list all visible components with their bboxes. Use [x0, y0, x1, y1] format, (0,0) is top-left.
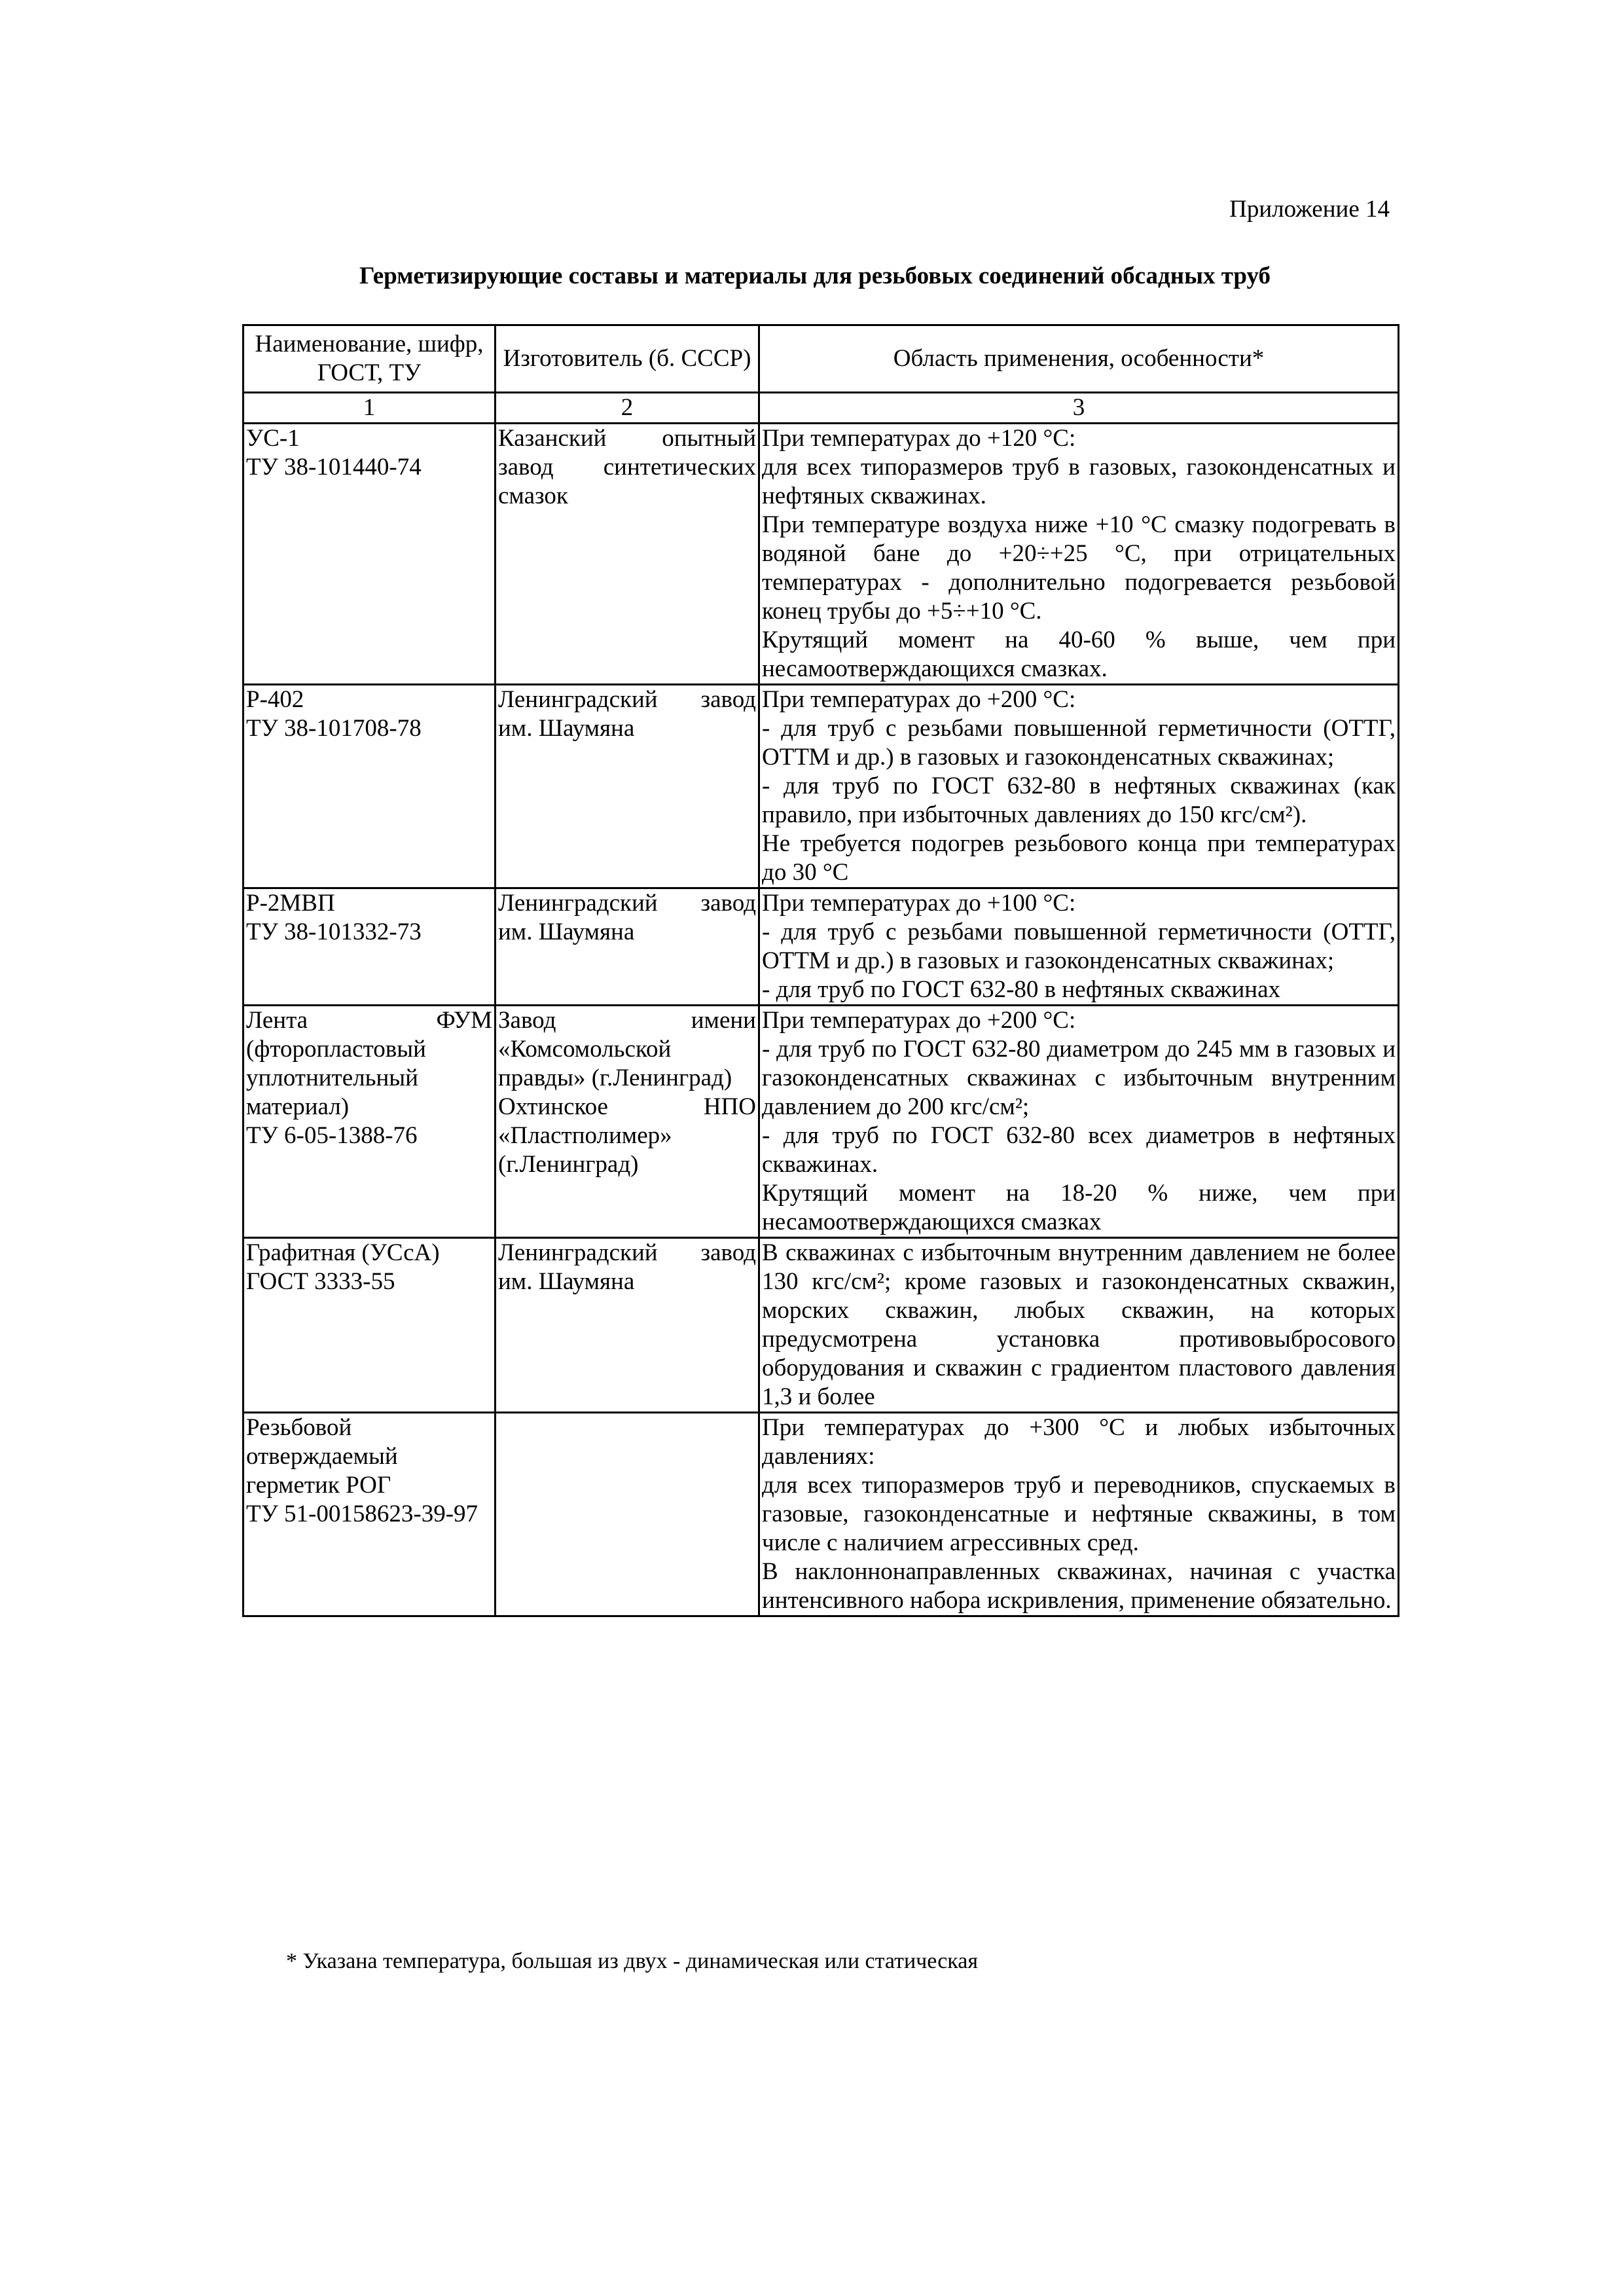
maker-line: Ленинградский завод им. Шаумяна	[498, 686, 756, 742]
usage-line: - для труб по ГОСТ 632-80 диаметром до 245 мм в газовых и газоконденсатных скважинах с избыточным внутренним давлением до 200 кгс/см²;	[762, 1036, 1396, 1120]
cell-name	[244, 1006, 496, 1238]
maker-line: Завод имени «Комсомольской правды» (г.Ленинград)	[498, 1007, 756, 1091]
cell-maker	[496, 1238, 759, 1413]
usage-line: - для труб по ГОСТ 632-80 всех диаметров в нефтяных скважинах.	[762, 1122, 1396, 1178]
column-number: 3	[759, 393, 1399, 424]
usage-line: При температурах до +200 °С:	[762, 1007, 1076, 1034]
cell-maker	[496, 1006, 759, 1238]
header-name: Наименование, шифр, ГОСТ, ТУ	[244, 325, 496, 393]
table-row	[244, 424, 1399, 685]
column-numbers-row	[244, 393, 1399, 424]
column-number: 2	[496, 393, 759, 424]
name-line: УС-1	[246, 425, 300, 452]
name-line: Р-2МВП	[246, 890, 335, 917]
cell-maker	[496, 888, 759, 1006]
header-usage: Область применения, особенности*	[759, 325, 1399, 393]
cell-name	[244, 1413, 496, 1616]
table-row	[244, 888, 1399, 1006]
usage-line: Крутящий момент на 40-60 % выше, чем при несамоотверждающихся смазках.	[762, 627, 1396, 682]
usage-line: При температуре воздуха ниже +10 °С смазку подогревать в водяной бане до +20÷+25 °С, при отрицательных температурах - дополнительно подогревается резьбовой конец трубы до +5÷+10 °С.	[762, 511, 1396, 625]
cell-usage	[759, 424, 1399, 685]
table-header-row	[244, 325, 1399, 393]
cell-usage	[759, 685, 1399, 888]
maker-line: Ленинградский завод им. Шаумяна	[498, 890, 756, 945]
table-row	[244, 1006, 1399, 1238]
usage-line: - для труб с резьбами повышенной герметичности (ОТТГ, ОТТМ и др.) в газовых и газоконденсатных скважинах;	[762, 715, 1396, 771]
maker-line: Охтинское НПО «Пластполимер» (г.Ленинград)	[498, 1093, 756, 1178]
maker-line: Казанский опытный завод синтетических смазок	[498, 425, 756, 509]
name-line: ТУ 6-05-1388-76	[246, 1122, 418, 1149]
header-maker: Изготовитель (б. СССР)	[496, 325, 759, 393]
name-line: ТУ 38-101440-74	[246, 454, 422, 481]
usage-line: При температурах до +300 °С и любых избыточных давлениях:	[762, 1414, 1396, 1470]
usage-line: для всех типоразмеров труб и переводников, спускаемых в газовые, газоконденсатные и нефтяные скважины, в том числе с наличием агрессивных сред.	[762, 1472, 1396, 1556]
usage-line: - для труб по ГОСТ 632-80 в нефтяных скважинах (как правило, при избыточных давлениях до 150 кгс/см²).	[762, 773, 1396, 828]
usage-line: Не требуется подогрев резьбового конца при температурах до 30 °С	[762, 830, 1396, 886]
cell-maker	[496, 424, 759, 685]
cell-usage	[759, 888, 1399, 1006]
maker-line: Ленинградский завод им. Шаумяна	[498, 1239, 756, 1295]
footnote: * Указана температура, большая из двух - динамическая или статическая	[286, 1949, 979, 1973]
document-title: Герметизирующие составы и материалы для резьбовых соединений обсадных труб	[359, 263, 1271, 289]
sealants-table	[242, 324, 1399, 1617]
name-line: ТУ 38-101708-78	[246, 715, 422, 742]
name-line: Резьбовой отверждаемый герметик РОГ	[246, 1414, 398, 1499]
usage-line: В скважинах с избыточным внутренним давлением не более 130 кгс/см²; кроме газовых и газоконденсатных скважин, морских скважин, любых скважин, на которых предусмотрена установка противовыбросового оборудования и скважин с градиентом пластового давления 1,3 и более	[762, 1239, 1396, 1410]
cell-usage	[759, 1413, 1399, 1616]
table-row	[244, 1238, 1399, 1413]
cell-name	[244, 888, 496, 1006]
cell-maker	[496, 685, 759, 888]
usage-line: для всех типоразмеров труб в газовых, газоконденсатных и нефтяных скважинах.	[762, 454, 1396, 509]
usage-line: Крутящий момент на 18-20 % ниже, чем при несамоотверждающихся смазках	[762, 1180, 1396, 1235]
usage-line: При температурах до +120 °С:	[762, 425, 1076, 452]
usage-line: В наклоннонаправленных скважинах, начиная с участка интенсивного набора искривления, применение обязательно.	[762, 1558, 1396, 1614]
table-row	[244, 1413, 1399, 1616]
name-line: ТУ 38-101332-73	[246, 919, 422, 945]
cell-name	[244, 424, 496, 685]
usage-line: При температурах до +200 °С:	[762, 686, 1076, 713]
name-line: ГОСТ 3333-55	[246, 1268, 395, 1295]
cell-name	[244, 685, 496, 888]
cell-usage	[759, 1006, 1399, 1238]
name-line: Лента ФУМ (фторопластовый уплотнительный материал)	[246, 1007, 492, 1120]
name-line: Графитная (УСсА)	[246, 1239, 440, 1266]
cell-name	[244, 1238, 496, 1413]
cell-usage	[759, 1238, 1399, 1413]
table-row	[244, 685, 1399, 888]
column-number: 1	[244, 393, 496, 424]
usage-line: При температурах до +100 °С:	[762, 890, 1076, 917]
name-line: Р-402	[246, 686, 304, 713]
name-line: ТУ 51-00158623-39-97	[246, 1501, 478, 1527]
usage-line: - для труб по ГОСТ 632-80 в нефтяных скважинах	[762, 976, 1281, 1003]
appendix-label: Приложение 14	[1229, 196, 1390, 223]
cell-maker	[496, 1413, 759, 1616]
usage-line: - для труб с резьбами повышенной герметичности (ОТТГ, ОТТМ и др.) в газовых и газоконденсатных скважинах;	[762, 919, 1396, 974]
